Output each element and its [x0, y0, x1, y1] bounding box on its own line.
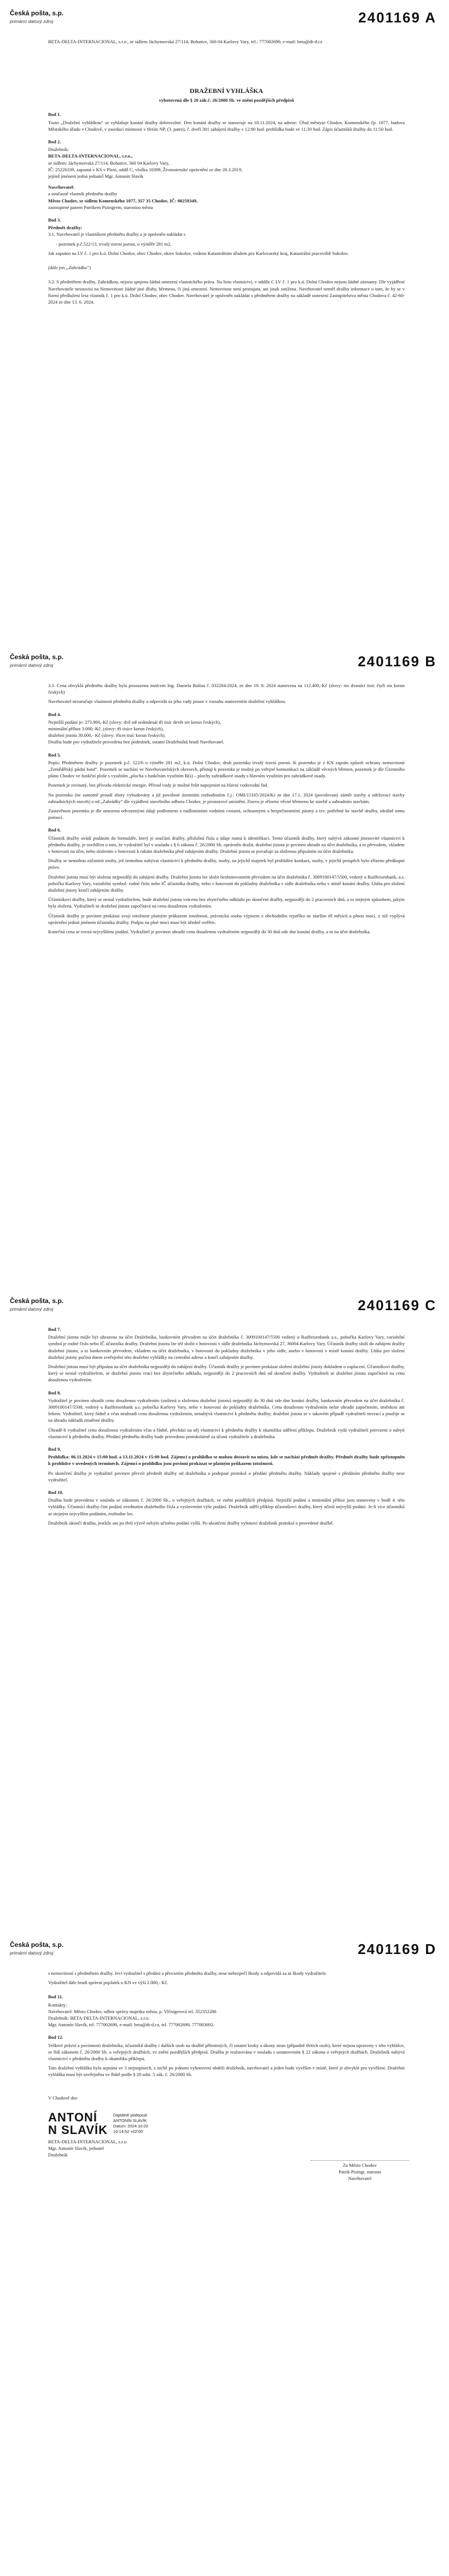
section-text: Dražební jistota může být uhrazena na účet Dražebníka, bankovním převodem na účet dražebníka č. 3009100147/5500 vedený u Raiffeisenbank a.s., pobočka Karlovy Vary, variabilní symbol je rodné číslo nebo IČ účastníka dražby. Dražební jistotu lze též složit v hotovosti v sídle dražebníka Jáchymovská 27, 36004 Karlovy Vary. Účastník dražby složí do zahájení dražby dražební jistotu, a to bankovním převodem, vkladem na účet dražebníka, v hotovosti do pokladny dražebníka v jeho sídle, anebo v hotovosti v místě konání dražby. Lhůta pro složení dražební jistoty počíná dnem zveřejnění této dražební vyhlášky na centrální adrese a končí zahájením dražby.: [48, 1334, 405, 1360]
section-heading: Bod 2.: [48, 139, 61, 145]
proposer-signature: [305, 2160, 415, 2182]
page-4: [0, 1932, 449, 2575]
proposer-label: Navrhovatel:: [48, 184, 75, 190]
ceska-posta-logo: [10, 9, 92, 25]
stamp-name: ANTONÍ N SLAVÍK: [48, 2110, 108, 2137]
section-7: [48, 1326, 405, 1383]
section-text: Dražebník ukončí dražbu, jestliže ani po třetí výzvě nebylo učiněno podání vyšší. Po ukončení dražby vyhotoví dražebník protokol o provedené dražbě.: [48, 1520, 334, 1526]
post-subtitle: primární datový zdroj: [10, 1306, 54, 1312]
section-text: Vydražitel dále hradí správní poplatek u KN ve výši 2.000,- Kč.: [48, 1980, 168, 1986]
contacts-label: Kontakty:: [48, 2002, 67, 2008]
section-text: Zastavěnost pozemku je dle omezena odvozenými údaji podlomeno a nadlimitními vodními cestami, ochrannými a bezpečnostními pásmy a tzv. potřebné ke stavbě dražby, ideálně tomu pomocí.: [48, 808, 405, 821]
section-text: s nemovitostí s předmětem dražby. Jeví vydražitel s předání a převzetím předmětu dražby, nese nebezpečí škody a odpovídá za ni škody vydražitele.: [48, 1970, 328, 1976]
section-text: 3.1. Navrhovatel je vlastníkem předmětu dražby a je oprávněn nakládat s: [48, 231, 186, 237]
section-3-continued: [48, 682, 405, 705]
section-heading: Bod 5.: [48, 752, 61, 758]
section-text: 3.2. S předmětem dražby, Zahrádkou, nejsou spojena žádná omezení vlastnického práva. Na listu vlastnictví, v oddíle C LV č. 1 pro k.ú. Dolní Chodov nejsou žádné záznamy. Dle vyjádření Navrhovatele nesouvisí na Nemovitosti žádné jiné dluhy, břemena, či jiná omezení. Nemovitost není pronajata, ani jinak zatížena. Navrhovatel neměl dražby informace o tom, že by se v řízení předlužení lesa vlastník č. 1 pro k.ú. Dolní Chodov, obec Chodov. Navrhovatel je oprávněn nakládat s předmětem dražby na základě usnesení Zastupitelstva města Chodova č. 42-60-2024 ze dne 13. 6. 2024.: [48, 279, 405, 305]
document-subtitle: vyhotovená dle § 20 zák.č. 26/2000 Sb. ve znění pozdějších předpisů: [159, 97, 294, 103]
section-text: Tato dražební vyhláška byla sepsána ve 3 stejnopisech, z nichž po jednom vyhotovení obdrží dražebník, navrhovatel a jeden bude vyvěšen v místě, které je obvyklé pro vyvěšení. Dražební vyhláška musí být uveřejněna ve lhůtě podle § 20 odst. 5 zák. č. 26/2000 Sb.: [48, 2065, 405, 2078]
section-10: [48, 1489, 405, 1526]
section-text: Po skončení dražby je vydražitel povinen převzít předmět dražby od dražebníka a podepsat protokol o předání předmětu dražby. Náklady spojené s předáním předmětu dražby nese vydražitel.: [48, 1470, 405, 1482]
post-name: Česká pošta, s.p.: [10, 653, 64, 661]
section-text: Dražební jistota musí být složena nejpozději do zahájení dražby. Dražební jistotu lze složit bezhotovostním převodem na účet dražebníka č. 3009100147/5500, vedený u Raiffeisenbank, a.s. pobočka Karlovy Vary, variabilní symbol: rodné číslo nebo IČ účastníka dražby, nebo v hotovosti do pokladny dražebníka v sídle dražebníka nebo v místě konání dražby. Lhůta pro složení dražební jistoty končí zahájením dražby.: [48, 874, 405, 893]
document-number: 2401169 C: [358, 1297, 436, 1313]
proposer-note: a současně vlastník předmětu dražby: [48, 191, 118, 197]
section-heading: Bod 10.: [48, 1490, 63, 1496]
signing-place: V Chodově dne: [48, 2095, 78, 2101]
section-heading: Bod 11.: [48, 1994, 63, 2000]
section-heading: Bod 6.: [48, 827, 61, 833]
section-heading: Bod 8.: [48, 1389, 61, 1395]
section-text: Navrhovatel nezaručuje vlastnosti předmětu dražby a odpovídá za jeho vady pouze v rozsahu stanoveném dražební vyhláškou.: [48, 699, 287, 705]
document-number: 2401169 B: [358, 653, 436, 670]
auctioneer-signature: [48, 2095, 212, 2159]
section-heading: Bod 9.: [48, 1446, 61, 1452]
page-content: [48, 1970, 405, 2237]
parcel-item: - pozemek p.č.522/13, trvalý travní porost, o výměře 281 m2,: [56, 241, 172, 247]
section-heading: Bod 12.: [48, 2034, 63, 2040]
signer-role: Dražebník: [48, 2152, 68, 2158]
signer-company: BETA-DELTA-INTERNACIONAL, s.r.o.: [48, 2139, 128, 2145]
post-subtitle: primární datový zdroj: [10, 19, 54, 25]
auctioneer-label: Dražebník:: [48, 147, 69, 153]
section-text: 3.3. Cena obvyklá předmětu dražby byla posouzena znalcem Ing. Daniela Balína č. 032204/2024, ze dne 19. 8. 2024 stanovena na 112.400,-Kč (slovy: sto dvanáct tisíc čtyři sta korun českých): [48, 683, 405, 695]
page-content: [48, 1326, 405, 1532]
section-heading: Bod 1.: [48, 112, 61, 118]
auction-deposit: dražební jistota 30.000,- Kč (slovy: třicet tisíc korun českých).: [48, 732, 166, 739]
page-header: [10, 652, 436, 672]
proposer-name: Město Chodov, se sídlem Komenského 1077, 357 35 Chodov, IČ: 00259349,: [48, 197, 198, 203]
contact-proposer: Navrhovatel: Město Chodov, odbor správy majetku města, p. Vlčnigerová tel. 352352286: [48, 2008, 217, 2014]
proposer-signer: Patrik Pizingr, starosta: [339, 2168, 381, 2174]
section-text: Dražební jistota musí být připsána na účet dražebníka nejpozději do zahájení dražby. Účastník dražby je povinen prokázat složení dražební jistoty dokladem o zaplacení. Účastníkovi dražby, který se nestal vydražitelem, se dražební jistota vrací bez zbytečného odkladu, nejpozději do 2 pracovních dnů od skončení dražby. Vydražiteli se dražební jistota započítává na cenu dosaženou vydražením.: [48, 1364, 405, 1383]
section-heading: Bod 7.: [48, 1327, 61, 1332]
section-text: Dražba bude pro vydražitele provedena bez podmínek, ostatní Dražebníků hradí Navrhovatel.: [48, 739, 225, 745]
post-name: Česká pošta, s.p.: [10, 9, 64, 17]
section-text: Dražba bude provedena v souladu se zákonem č. 26/2000 Sb., o veřejných dražbách, ve znění pozdějších předpisů. Nejnižší podání a minimální příhoz jsou stanoveny v bodě 4. této vyhlášky. Účastníci dražby činí podání zvednutím dražebního čísla a vyslovením výše podání. Dražebník udělí příklep účastníkovi dražby, který učinil nejvyšší podání. Je-li více účastníků se stejným nejvyšším podáním, rozhodne los.: [48, 1497, 405, 1516]
contact-auctioneer-detail: Mgr. Antonín Slavík, tel. 777002690, e-mail: beta@dt-d.cz, tel. 777002690, 777003692.: [48, 2022, 214, 2028]
auctioneer-representative: jejímž jménem jedná jednatel Mgr. Antonín Slavík: [48, 173, 143, 179]
section-text: Popis: Předmětem dražby je pozemek p.č. 522/6 o výměře 281 m2, k.ú. Dolní Chodov, druh pozemku trvalý travní porost. K pozemku je z KN zapsán způsob ochrany nemovitosti „Zemědělský půdní fond“. Pozemek se nachází ve Navrhovatelských okresech, přístup k pozemku je možný po veřejné komunikaci na základě věcných břemen, pozemek je dle Územního plánu Chodov ve funkční ploše s využitím „plocha s funkčním využitím B(s) – plochy zahrádkové osady s hlavním využitím pro zahrádkové osady.: [48, 759, 405, 779]
signature-line: [311, 2160, 409, 2161]
section-text: Na pozemku (ne samotně proudí zhoty vybudovány a již povolené územním rozhodnutím č.j.: OMI/15165/2024/Kr ze dne 17.1. 2024 (povolovaný záměr stavby a udržovací stavby zahradnických staveb) a od „Zahrádky“ dle vyjádření stavebního odboru Chodov, je prostorové umístění. Znovu je zřízeno věcné břemeno ke stavbě a zahradním stavbám.: [48, 792, 405, 804]
ceska-posta-logo: [10, 1940, 92, 1956]
post-name: Česká pošta, s.p.: [10, 1941, 64, 1949]
section-text: Pozemek je rovinatý, bez přívodu elektrické energie. Přívod vody je možné řešit napojením na hlavní vodovodní řad.: [48, 782, 269, 788]
section-text: Veškeré právní a povinnosti dražebníka, účastníků dražby i dalších osob na dražbě přítomných, či ostatní kroky a úkony stran (případně třetích osob), které nejsou upraveny v této vyhlášce, se řídí zákonem č. 26/2000 Sb. o veřejných dražbách, ve znění pozdějších předpisů. Dražba je realizována v souladu s ustanovením § 22 zákona o veřejných dražbách. Dražebník nabývá vlastnictví v předmětu dražby k okamžiku příklepu.: [48, 2042, 405, 2062]
section-1: [48, 111, 405, 132]
section-8: [48, 1389, 405, 1440]
stamp-info: Digitálně podepsal ANTONÍN SLAVÍK Datum: 2024.10.02 10:14:52 +02'00': [113, 2113, 148, 2134]
section-12: [48, 2034, 405, 2078]
section-4: [48, 711, 405, 746]
subject-alias: (dále jen „Zahrádka“): [48, 265, 91, 271]
page-content: [48, 27, 405, 311]
document-title: DRAŽEBNÍ VYHLÁŠKA: [189, 87, 264, 95]
organizer-line: BETA-DELTA-INTERNACIONAL, s.r.o., se sídlem Jáchymovská 27/114, Bohatice, 360 04 Karlovy Vary, tel.: 777002690, e-mail: beta@dt-d.cz: [48, 39, 323, 44]
section-heading: Bod 3.: [48, 217, 61, 223]
section-text: Vydražitel je povinen uhradit cenu dosaženou vydražením (snížená o složenou dražební jistotu) nejpozději do 30 dnů ode dne konání dražby, bankovním převodem na účet dražebníka č. 3009100147/5500, vedený u Raiffeisenbank a.s. pobočka Karlovy Vary, nebo v hotovosti do pokladny dražebníka. Cenu dosaženou vydražením nelze uhradit započtením, směnkou ani šekem. Vydražitel, který řádně a včas neuhradí cenu dosaženou vydražením, nenabývá vlastnictví k předmětu dražby; dražební jistota se v takovém případě vydražiteli nevrací a použije se na úhradu nákladů zmařené dražby.: [48, 1397, 405, 1423]
contact-auctioneer: Dražebník: BETA-DELTA-INTERNACIONAL, s.r.o.: [48, 2015, 150, 2021]
document-number: 2401169 D: [358, 1941, 436, 1957]
auctioneer-name: BETA-DELTA-INTERNACIONAL, s.r.o.,: [48, 153, 133, 159]
section-heading: Bod 4.: [48, 711, 61, 717]
signature-area: [48, 2095, 405, 2237]
document-number: 2401169 A: [358, 9, 436, 26]
proposer-org: Za Město Chodov: [342, 2162, 377, 2168]
proposer-representative: zastoupené panem Patrikem Pizingrem, starostou města: [48, 204, 153, 210]
section-text: Dražby se nemohou zúčastnit osoby, jež nemohou nabývat vlastnictví k předmětu dražby, osoby, na jejichž majetek byl prohlášen konkurs, osoby, v jejichž prospěch bylo zřízeno předkupní právo.: [48, 858, 405, 870]
minimum-increment: minimální příhoz 3.000,-Kč, (slovy: tři tisíce korun českých),: [48, 726, 164, 732]
digital-signature-stamp: [48, 2111, 212, 2136]
minimum-bid: Nejnižší podání je: 273.900,-Kč (slovy: dvě stě sedmdesát tři tisíc devět set korun českých),: [48, 719, 221, 725]
section-9: [48, 1446, 405, 1483]
post-name: Česká pošta, s.p.: [10, 1297, 64, 1305]
page-header: [10, 1295, 436, 1316]
ceska-posta-logo: [10, 1296, 92, 1312]
section-text: Úhradě-li vydražitel cenu dosaženou vydražením včas a řádně, přechází na něj vlastnictví k předmětu dražby k okamžiku udělení příklepu. Dražebník vydá vydražiteli potvrzení o nabytí vlastnictví k předmětu dražby. Předání předmětu dražby bude provedeno protokolárně za účasti vydražitele a dražebníka.: [48, 1427, 405, 1439]
subject-label: Předmět dražby:: [48, 225, 83, 231]
page-header: [10, 8, 436, 28]
section-3: [48, 217, 405, 305]
auctioneer-address: se sídlem: Jáchymovská 27/114, Bohatice, 360 04 Karlovy Vary,: [48, 160, 170, 166]
page-header: [10, 1939, 436, 1960]
section-text: Jak zapsáno na LV č. 1 pro k.ú. Dolní Chodov, obec Chodov, okres Sokolov, vedeno Katastrálním úřadem pro Karlovarský kraj, Katastrální pracoviště Sokolov.: [48, 250, 349, 256]
proposer-role: Navrhovatel: [348, 2176, 372, 2182]
section-text: Konečná cena se rovná nejvyššímu podání. Vydražitel je povinen uhradit cenu dosaženou vydražením nejpozději do 30 dnů ode dne konání dražby, a to na účet dražebníka.: [48, 929, 371, 935]
signer-name: Mgr. Antonín Slavík, jednatel: [48, 2145, 104, 2151]
inspection-dates: Prohlídka: 06.11.2024 v 15:00 hod. a 13.11.2024 v 15:00 hod. Zájemci o prohlídku se mohou dostavit na místo, kde se nachází předmět dražby. Předmět dražby bude zpřístupněn k prohlídce v uvedených termínech. Zájemci o prohlídku jsou povinni prokázat se platným průkazem totožnosti.: [48, 1454, 405, 1467]
section-6: [48, 827, 405, 935]
post-subtitle: primární datový zdroj: [10, 1950, 54, 1956]
post-subtitle: primární datový zdroj: [10, 662, 54, 668]
section-5: [48, 752, 405, 821]
section-text: Účastníkovi dražby, který se nestal vydražitelem, bude dražební jistota vrácena bez zbytečného odkladu po skončení dražby, nejpozději do 2 pracovních dnů, a to stejným způsobem, jakým byla složena. Vydražiteli se dražební jistota započítává na cenu dosaženou vydražením.: [48, 897, 405, 909]
page-content: [48, 682, 405, 941]
section-text: Účastník dražby uvádí podáním do formuláře, který je součástí dražby, příslušná čísla a údaje nutná k identifikaci. Tento účastník dražby, který nabývá zákonné jmenovité vlastnictví k předmětu dražby, je osvědčen o tom, že vydražitel byl v souladu s § 6 zákona č. 26/2000 Sb. oprávněn dražit; dražební jistotu je povinen uhradit na účet dražebníka, a to převodem, vkladem v hotovosti na účet, nebo složením v hotovosti k rukám dražebníka před zahájením dražby. Dražební jistota se považuje za složenou připsáním na účet dražebníka.: [48, 835, 405, 854]
section-text: Touto „Dražební vyhláškou“ se vyhlašuje konání dražby dobrovolné. Den konání dražby se stanovuje na 18.11.2024, na adrese: Úřad městyse Chodov, Komenského čp. 1077, budova Městského úřadu v Chodově, v zasedací místnosti v třetím NP, (3. patro), č. dveří 301 zahájení dražby v 12:00 hod. prohlídka bude ve 11:30 hod. Zápis účastníků dražby do 11:50 hod.: [48, 119, 405, 132]
page-3: [0, 1288, 449, 1932]
page-2: [0, 644, 449, 1288]
section-text: Účastník dražby je povinen prokázat svoji totožnost platným průkazem totožnosti, právnická osoba výpisem z obchodního rejstříku ne starším tří měsíců a plnou mocí, z níž vyplývá oprávnění jednat jménem účastníka dražby. Podpis na plné moci musí být úředně ověřen.: [48, 912, 405, 925]
section-11: [48, 1993, 405, 2028]
section-2: [48, 138, 405, 211]
ceska-posta-logo: [10, 653, 92, 668]
auctioneer-registration: IČ: 25226339, zapsaná v KS v Plzni, oddíl C, vložka 10398, Živnostenské oprávnění ze dne 28.3.2019,: [48, 166, 243, 172]
page-1: [0, 0, 449, 644]
